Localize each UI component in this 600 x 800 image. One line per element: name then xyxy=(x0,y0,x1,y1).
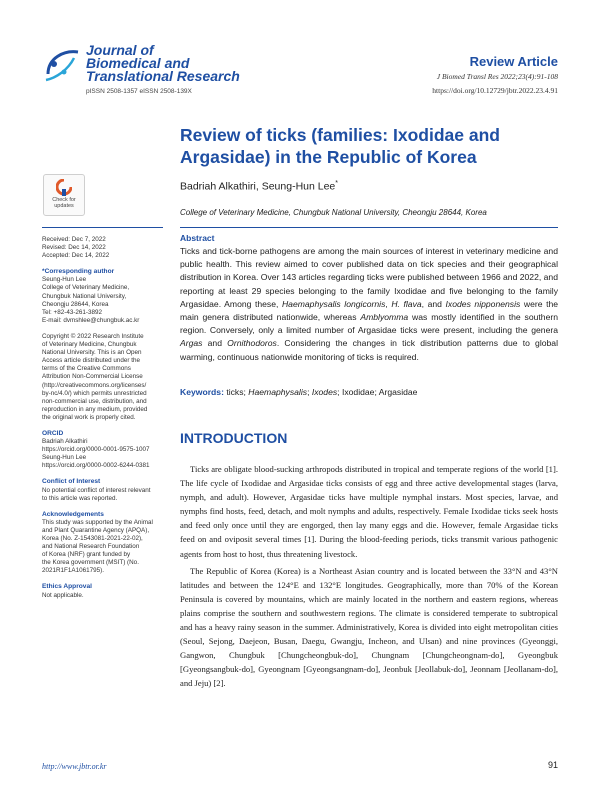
keywords-label: Keywords: xyxy=(180,387,224,397)
species-name: H. flava xyxy=(391,298,422,309)
orcid-link[interactable]: https://orcid.org/0000-0001-9575-1007 xyxy=(42,446,150,454)
accepted-date: Accepted: Dec 14, 2022 xyxy=(42,252,110,260)
ack-line: This study was supported by the Animal xyxy=(42,518,153,526)
keyword-run: ticks; xyxy=(223,387,249,397)
species-name: Haemaphysalis longicornis xyxy=(281,298,386,309)
journal-title-line: Biomedical and xyxy=(86,55,190,71)
sidebar xyxy=(42,236,163,600)
corresponding-line: College of Veterinary Medicine, xyxy=(42,284,130,292)
keyword-run: ; xyxy=(307,387,312,397)
orcid-heading: ORCID xyxy=(42,429,64,437)
ack-line: the Korea government (MSIT) (No. xyxy=(42,559,139,567)
copyright-line: Attribution Non-Commercial License xyxy=(42,373,143,381)
page-number: 91 xyxy=(547,760,558,770)
copyright-line: of Veterinary Medicine, Chungbuk xyxy=(42,341,137,349)
received-date: Received: Dec 7, 2022 xyxy=(42,236,106,243)
orcid-author: Seung-Hun Lee xyxy=(42,454,87,462)
copyright-line: Access article distributed under the xyxy=(42,357,141,365)
license-link[interactable]: by-nc/4.0/) which permits unrestricted xyxy=(42,389,147,397)
ack-line: 2021R1F1A1061795). xyxy=(42,567,104,575)
paragraph: The Republic of Korea (Korea) is a Northeast Asian country and is located between the 33°N and 43°N latitudes and between the 124°E and 132°E longitudes. Geographically, more than 70% of the Korean Peninsula is covered by mountains, which are mainly located in the northern and eastern regions, whereas plains comprise the southern and southwestern regions. The climate is considered temperate to subtropical and has a heavy rainy season in the summer. Administratively, Korea is divided into eight metropolitan cities (Seoul, Sejong, Daejeon, Busan, Daegu, Gwangju, Incheon, and Ulsan) and nine provinces (Gyeonggi, Gangwon, Chungbuk [Chungcheongbuk-do], Chungnam [Chungcheongnam-do], Gyeongbuk [Gyeongsangbuk-do], Gyeongnam [Gyeongsangnam-do], Jeonbuk [Jeollabuk-do], Jeonnam [Jeollanam-do], and Jeju) [2]. xyxy=(180,565,558,689)
ethics-heading: Ethics Approval xyxy=(42,583,92,591)
copyright-line: non-commercial use, distribution, and xyxy=(42,397,147,405)
keyword-italic: Ixodes xyxy=(311,387,338,397)
affiliation: College of Veterinary Medicine, Chungbuk National University, Cheongju 28644, Korea xyxy=(180,208,487,217)
doi-link[interactable]: https://doi.org/10.12729/jbtr.2022.23.4.91 xyxy=(432,86,558,95)
copyright-line: terms of the Creative Commons xyxy=(42,365,131,373)
keywords xyxy=(180,387,558,397)
species-name: Ixodes nipponensis xyxy=(445,298,521,309)
abstract-heading: Abstract xyxy=(180,233,215,243)
ack-line: and National Research Foundation xyxy=(42,543,140,551)
abstract-text-run: Ticks and tick-borne pathogens are among the main sources of interest in veterinary medicine and public health. This review aimed to cover published data on tick species and their geographical distribution in Korea. Over 143 articles regarding ticks were published between 1966 and 2022, and reporting at least 29 species belonging to the family Ixodidae and five belonging to the family Argasidae. Among these, xyxy=(180,246,558,309)
abstract-divider xyxy=(180,227,558,228)
ethics-line: Not applicable. xyxy=(42,591,84,599)
conflict-line: No potential conflict of interest relevant xyxy=(42,486,151,494)
abstract-text-run: . Considering the changes in tick distribution patterns due to global warming, continuous nationwide monitoring of ticks is required. xyxy=(180,338,558,362)
corresponding-mark: * xyxy=(335,180,338,187)
citation: J Biomed Transl Res 2022;23(4):91-108 xyxy=(436,72,558,81)
sidebar-divider xyxy=(42,227,163,228)
corresponding-heading: *Corresponding author xyxy=(42,268,115,276)
ack-line: Korea (No. Z-1543081-2021-22-02), xyxy=(42,535,143,542)
copyright-line: National University. This is an Open xyxy=(42,349,142,357)
corresponding-line: Cheongju 28644, Korea xyxy=(42,300,109,308)
check-updates-icon xyxy=(56,179,72,197)
check-badge-line: updates xyxy=(54,203,74,209)
journal-title-line: Translational Research xyxy=(86,68,240,84)
ack-line: and Plant Quarantine Agency (APQA), xyxy=(42,526,150,534)
article-type: Review Article xyxy=(469,54,558,69)
abstract-text-run: and xyxy=(202,338,228,349)
keyword-run: ; Ixodidae; Argasidae xyxy=(337,387,418,397)
journal-title xyxy=(86,44,240,83)
orcid-link[interactable]: https://orcid.org/0000-0002-6244-0381 xyxy=(42,462,150,470)
abstract-text-run: , and xyxy=(421,298,446,309)
conflict-line: to this article was reported. xyxy=(42,494,118,502)
corresponding-line: Seung-Hun Lee xyxy=(42,276,87,284)
corresponding-email[interactable]: E-mail: dvmshlee@chungbuk.ac.kr xyxy=(42,316,140,324)
journal-title-line: Journal of xyxy=(86,42,154,58)
species-name: Amblyomma xyxy=(360,312,409,323)
introduction-body xyxy=(180,462,558,691)
orcid-author: Badriah Alkathiri xyxy=(42,438,88,446)
acknowledgements-heading: Acknowledgements xyxy=(42,510,104,518)
abstract-text-run: were the main genera distributed nationwide, whereas xyxy=(180,298,559,323)
check-for-updates-button[interactable] xyxy=(43,174,85,216)
abstract-text xyxy=(180,245,558,364)
article-title: Review of ticks (families: Ixodidae and Argasidae) in the Republic of Korea xyxy=(180,125,500,167)
corresponding-line: Chungbuk National University, xyxy=(42,292,127,300)
species-name: Argas xyxy=(180,338,203,349)
journal-logo-icon xyxy=(42,44,82,86)
author-names: Badriah Alkathiri, Seung-Hun Lee xyxy=(180,180,336,193)
check-badge-line: Check for xyxy=(52,197,76,203)
copyright-line: reproduction in any medium, provided xyxy=(42,405,148,413)
abstract-text-run: was mostly identified in the southern region. Conversely, only a limited number of Argasidae ticks were present, including the genera xyxy=(180,312,559,336)
corresponding-line: Tel: +82-43-261-3892 xyxy=(42,308,103,316)
issn: pISSN 2508-1357 eISSN 2508-139X xyxy=(86,88,192,95)
paragraph: Ticks are obligate blood-sucking arthropods distributed in tropical and temperate regions of the world [1]. The life cycle of Ixodidae and Argasidae ticks consists of egg and three active developmental stages (larva, nymph, and adult). However, Argasidae ticks have multiple nymphal instars. Most species, larvae, and nymphs find hosts, feed, detach, and molt nymphs and adults, respectively. Female Ixodidae ticks seek hosts and feed only once until they are engorged, then lay many eggs and die. However, female Argasidae ticks feed on and oviposit several times [1]. During the blood-feeding periods, ticks transmit various pathogenic agents from host to host, thus threatening livestock. xyxy=(180,464,558,559)
introduction-heading: INTRODUCTION xyxy=(180,430,288,446)
revised-date: Revised: Dec 14, 2022 xyxy=(42,244,106,252)
abstract-text-run: , xyxy=(385,298,392,309)
copyright-line: Copyright © 2022 Research Institute xyxy=(42,332,144,340)
authors xyxy=(180,180,338,193)
keyword-italic: Haemaphysalis xyxy=(248,387,308,397)
license-link[interactable]: (http://creativecommons.org/licenses/ xyxy=(42,381,147,389)
copyright-line: the original work is properly cited. xyxy=(42,413,136,421)
conflict-heading: Conflict of Interest xyxy=(42,478,101,486)
species-name: Ornithodoros xyxy=(227,338,277,349)
ack-line: of Korea (NRF) grant funded by xyxy=(42,551,131,559)
journal-url-link[interactable]: http://www.jbtr.or.kr xyxy=(42,762,107,771)
